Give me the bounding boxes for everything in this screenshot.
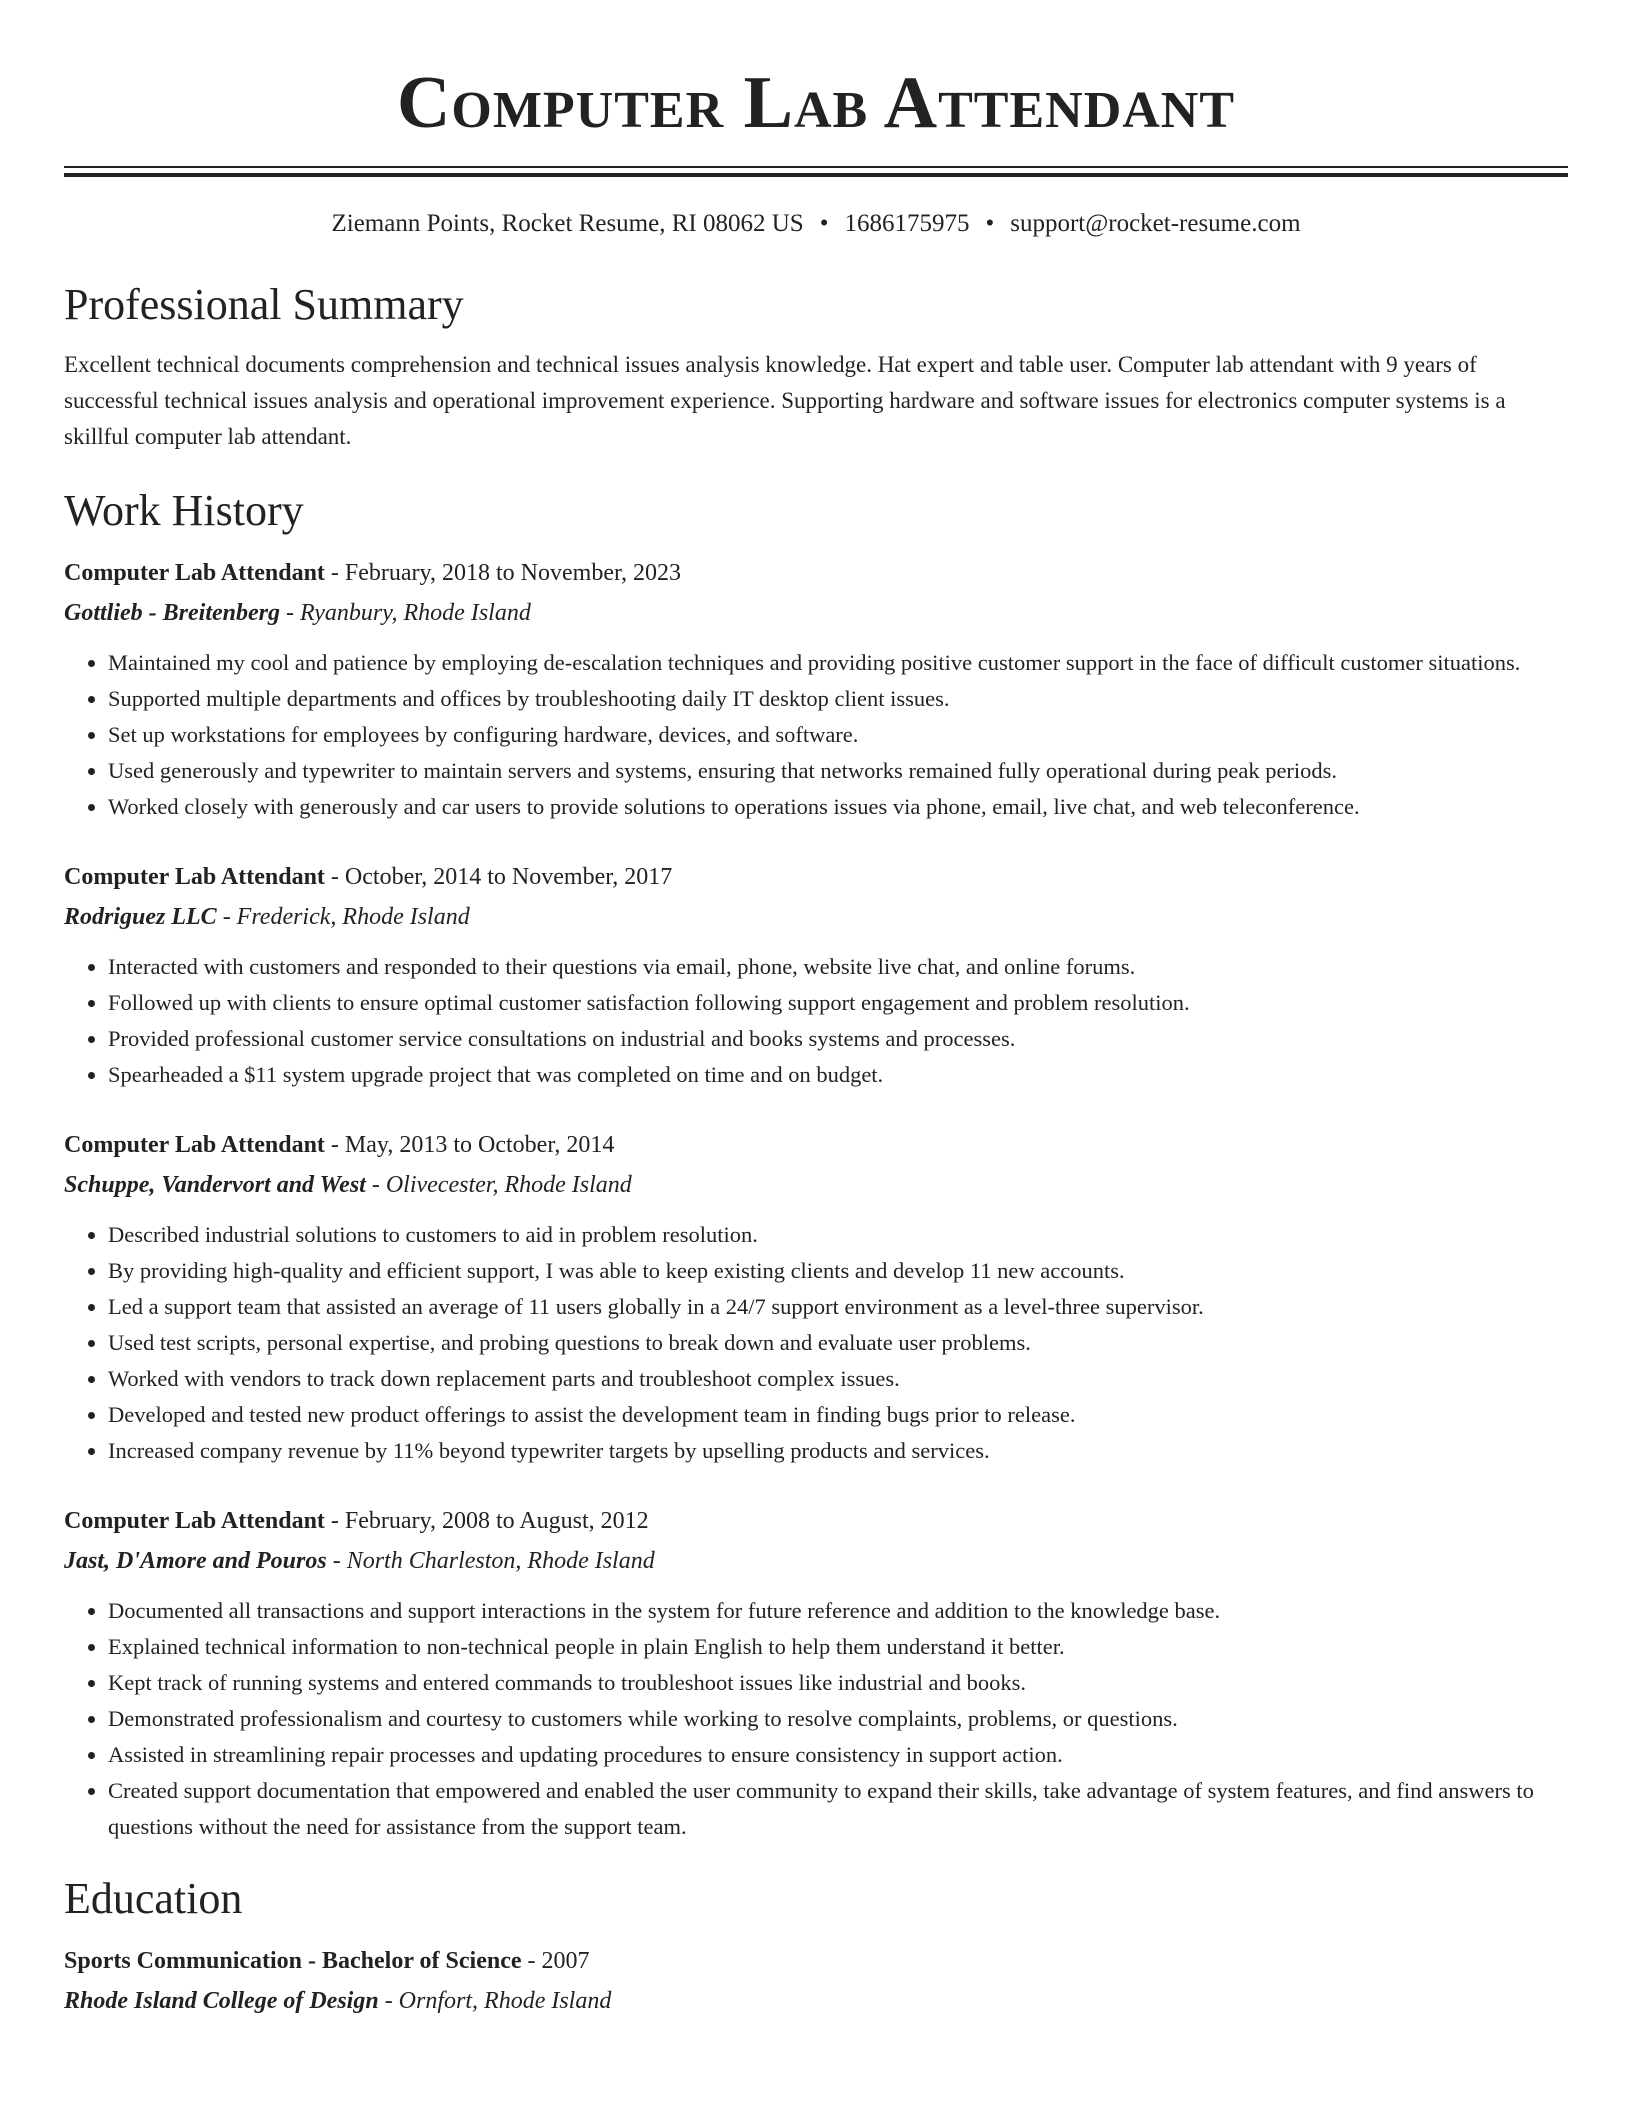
education-school: Rhode Island College of Design bbox=[64, 1988, 379, 2014]
job-dates: - February, 2018 to November, 2023 bbox=[324, 560, 681, 586]
job-bullet: • Used test scripts, personal expertise, and probing questions to break down and evaluate user problems. bbox=[108, 1325, 1568, 1361]
job-bullet: • Provided professional customer service consultations on industrial and books systems and processes. bbox=[108, 1021, 1568, 1057]
job-location: - North Charleston, Rhode Island bbox=[326, 1548, 655, 1574]
resume-title: Computer Lab Attendant bbox=[396, 62, 1236, 144]
job-bullet: • Supported multiple departments and offices by troubleshooting daily IT desktop client issues. bbox=[108, 681, 1568, 717]
job-dates: - May, 2013 to October, 2014 bbox=[324, 1132, 615, 1158]
job-company-line bbox=[64, 1165, 1568, 1205]
job-bullet: • By providing high-quality and efficient support, I was able to keep existing clients and develop 11 new accounts. bbox=[108, 1253, 1568, 1289]
job-bullet: • Led a support team that assisted an average of 11 users globally in a 24/7 support environment as a level-three supervisor. bbox=[108, 1289, 1568, 1325]
job-bullets bbox=[64, 1217, 1568, 1469]
summary-heading: Professional Summary bbox=[64, 280, 464, 329]
job-bullet: • Spearheaded a $11 system upgrade project that was completed on time and on budget. bbox=[108, 1057, 1568, 1093]
job-bullet: • Maintained my cool and patience by employing de-escalation techniques and providing positive customer support in the face of difficult customer situations. bbox=[108, 645, 1568, 681]
contact-line bbox=[64, 207, 1568, 241]
contact-separator: • bbox=[819, 210, 829, 237]
title-divider-thick bbox=[64, 173, 1568, 177]
job-location: - Ryanbury, Rhode Island bbox=[279, 600, 531, 626]
job-entry bbox=[64, 1125, 1568, 1469]
education-heading: Education bbox=[64, 1874, 243, 1923]
job-company-line bbox=[64, 897, 1568, 937]
job-title-line bbox=[64, 857, 1568, 897]
job-bullet: • Documented all transactions and support interactions in the system for future reference and addition to the knowledge base. bbox=[108, 1593, 1568, 1629]
job-location: - Olivecester, Rhode Island bbox=[365, 1172, 632, 1198]
job-bullet: • Worked with vendors to track down replacement parts and troubleshoot complex issues. bbox=[108, 1361, 1568, 1397]
work-history-heading: Work History bbox=[64, 486, 304, 535]
job-company-line bbox=[64, 1541, 1568, 1581]
job-entry bbox=[64, 1501, 1568, 1845]
job-location: - Frederick, Rhode Island bbox=[216, 904, 470, 930]
education-degree: Sports Communication - Bachelor of Science bbox=[64, 1948, 522, 1974]
job-role: Computer Lab Attendant bbox=[64, 1508, 325, 1534]
job-entry bbox=[64, 857, 1568, 1093]
job-entry bbox=[64, 553, 1568, 825]
job-title-line bbox=[64, 1125, 1568, 1165]
job-company: Rodriguez LLC bbox=[64, 904, 217, 930]
job-company: Gottlieb - Breitenberg bbox=[64, 600, 280, 626]
job-dates: - October, 2014 to November, 2017 bbox=[324, 864, 673, 890]
job-company: Schuppe, Vandervort and West bbox=[64, 1172, 366, 1198]
title-divider-thin bbox=[64, 166, 1568, 168]
job-bullet: • Set up workstations for employees by configuring hardware, devices, and software. bbox=[108, 717, 1568, 753]
job-bullet: • Developed and tested new product offerings to assist the development team in finding bugs prior to release. bbox=[108, 1397, 1568, 1433]
job-bullet: • Interacted with customers and responded to their questions via email, phone, website live chat, and online forums. bbox=[108, 949, 1568, 985]
job-bullet: • Used generously and typewriter to maintain servers and systems, ensuring that networks remained fully operational during peak periods. bbox=[108, 753, 1568, 789]
job-bullet: • Assisted in streamlining repair processes and updating procedures to ensure consistency in support action. bbox=[108, 1737, 1568, 1773]
education-school-line bbox=[64, 1981, 1568, 2021]
education-location: - Ornfort, Rhode Island bbox=[378, 1988, 612, 2014]
education-entry bbox=[64, 1941, 1568, 2021]
education-year: - 2007 bbox=[521, 1948, 590, 1974]
job-bullet: • Kept track of running systems and entered commands to troubleshoot issues like industrial and books. bbox=[108, 1665, 1568, 1701]
job-bullets bbox=[64, 645, 1568, 825]
job-bullet: • Demonstrated professionalism and courtesy to customers while working to resolve complaints, problems, or questions. bbox=[108, 1701, 1568, 1737]
job-bullet: • Followed up with clients to ensure optimal customer satisfaction following support engagement and problem resolution. bbox=[108, 985, 1568, 1021]
contact-phone: 1686175975 bbox=[844, 210, 970, 237]
education-degree-line bbox=[64, 1941, 1568, 1981]
job-bullets bbox=[64, 1593, 1568, 1845]
contact-separator: • bbox=[985, 210, 995, 237]
job-company: Jast, D'Amore and Pouros bbox=[64, 1548, 327, 1574]
job-title-line bbox=[64, 1501, 1568, 1541]
job-bullet: • Explained technical information to non-technical people in plain English to help them understand it better. bbox=[108, 1629, 1568, 1665]
job-bullet: • Created support documentation that empowered and enabled the user community to expand their skills, take advantage of system features, and find answers to questions without the need for assistance from the support team. bbox=[108, 1773, 1568, 1845]
summary-text: Excellent technical documents comprehension and technical issues analysis knowledge. Hat expert and table user. Computer lab attendant with 9 years of successful technical issues analysis and operational improvement experience. Supporting hardware and software issues for electronics computer systems is a skillful computer lab attendant. bbox=[64, 352, 1506, 449]
contact-email[interactable]: support@rocket-resume.com bbox=[1010, 210, 1301, 237]
contact-address: Ziemann Points, Rocket Resume, RI 08062 US bbox=[331, 210, 804, 237]
job-bullets bbox=[64, 949, 1568, 1093]
job-bullet: • Increased company revenue by 11% beyond typewriter targets by upselling products and services. bbox=[108, 1433, 1568, 1469]
job-bullet: • Described industrial solutions to customers to aid in problem resolution. bbox=[108, 1217, 1568, 1253]
job-title-line bbox=[64, 553, 1568, 593]
job-dates: - February, 2008 to August, 2012 bbox=[324, 1508, 649, 1534]
job-company-line bbox=[64, 593, 1568, 633]
job-role: Computer Lab Attendant bbox=[64, 864, 325, 890]
job-role: Computer Lab Attendant bbox=[64, 560, 325, 586]
job-role: Computer Lab Attendant bbox=[64, 1132, 325, 1158]
job-bullet: • Worked closely with generously and car users to provide solutions to operations issues via phone, email, live chat, and web teleconference. bbox=[108, 789, 1568, 825]
